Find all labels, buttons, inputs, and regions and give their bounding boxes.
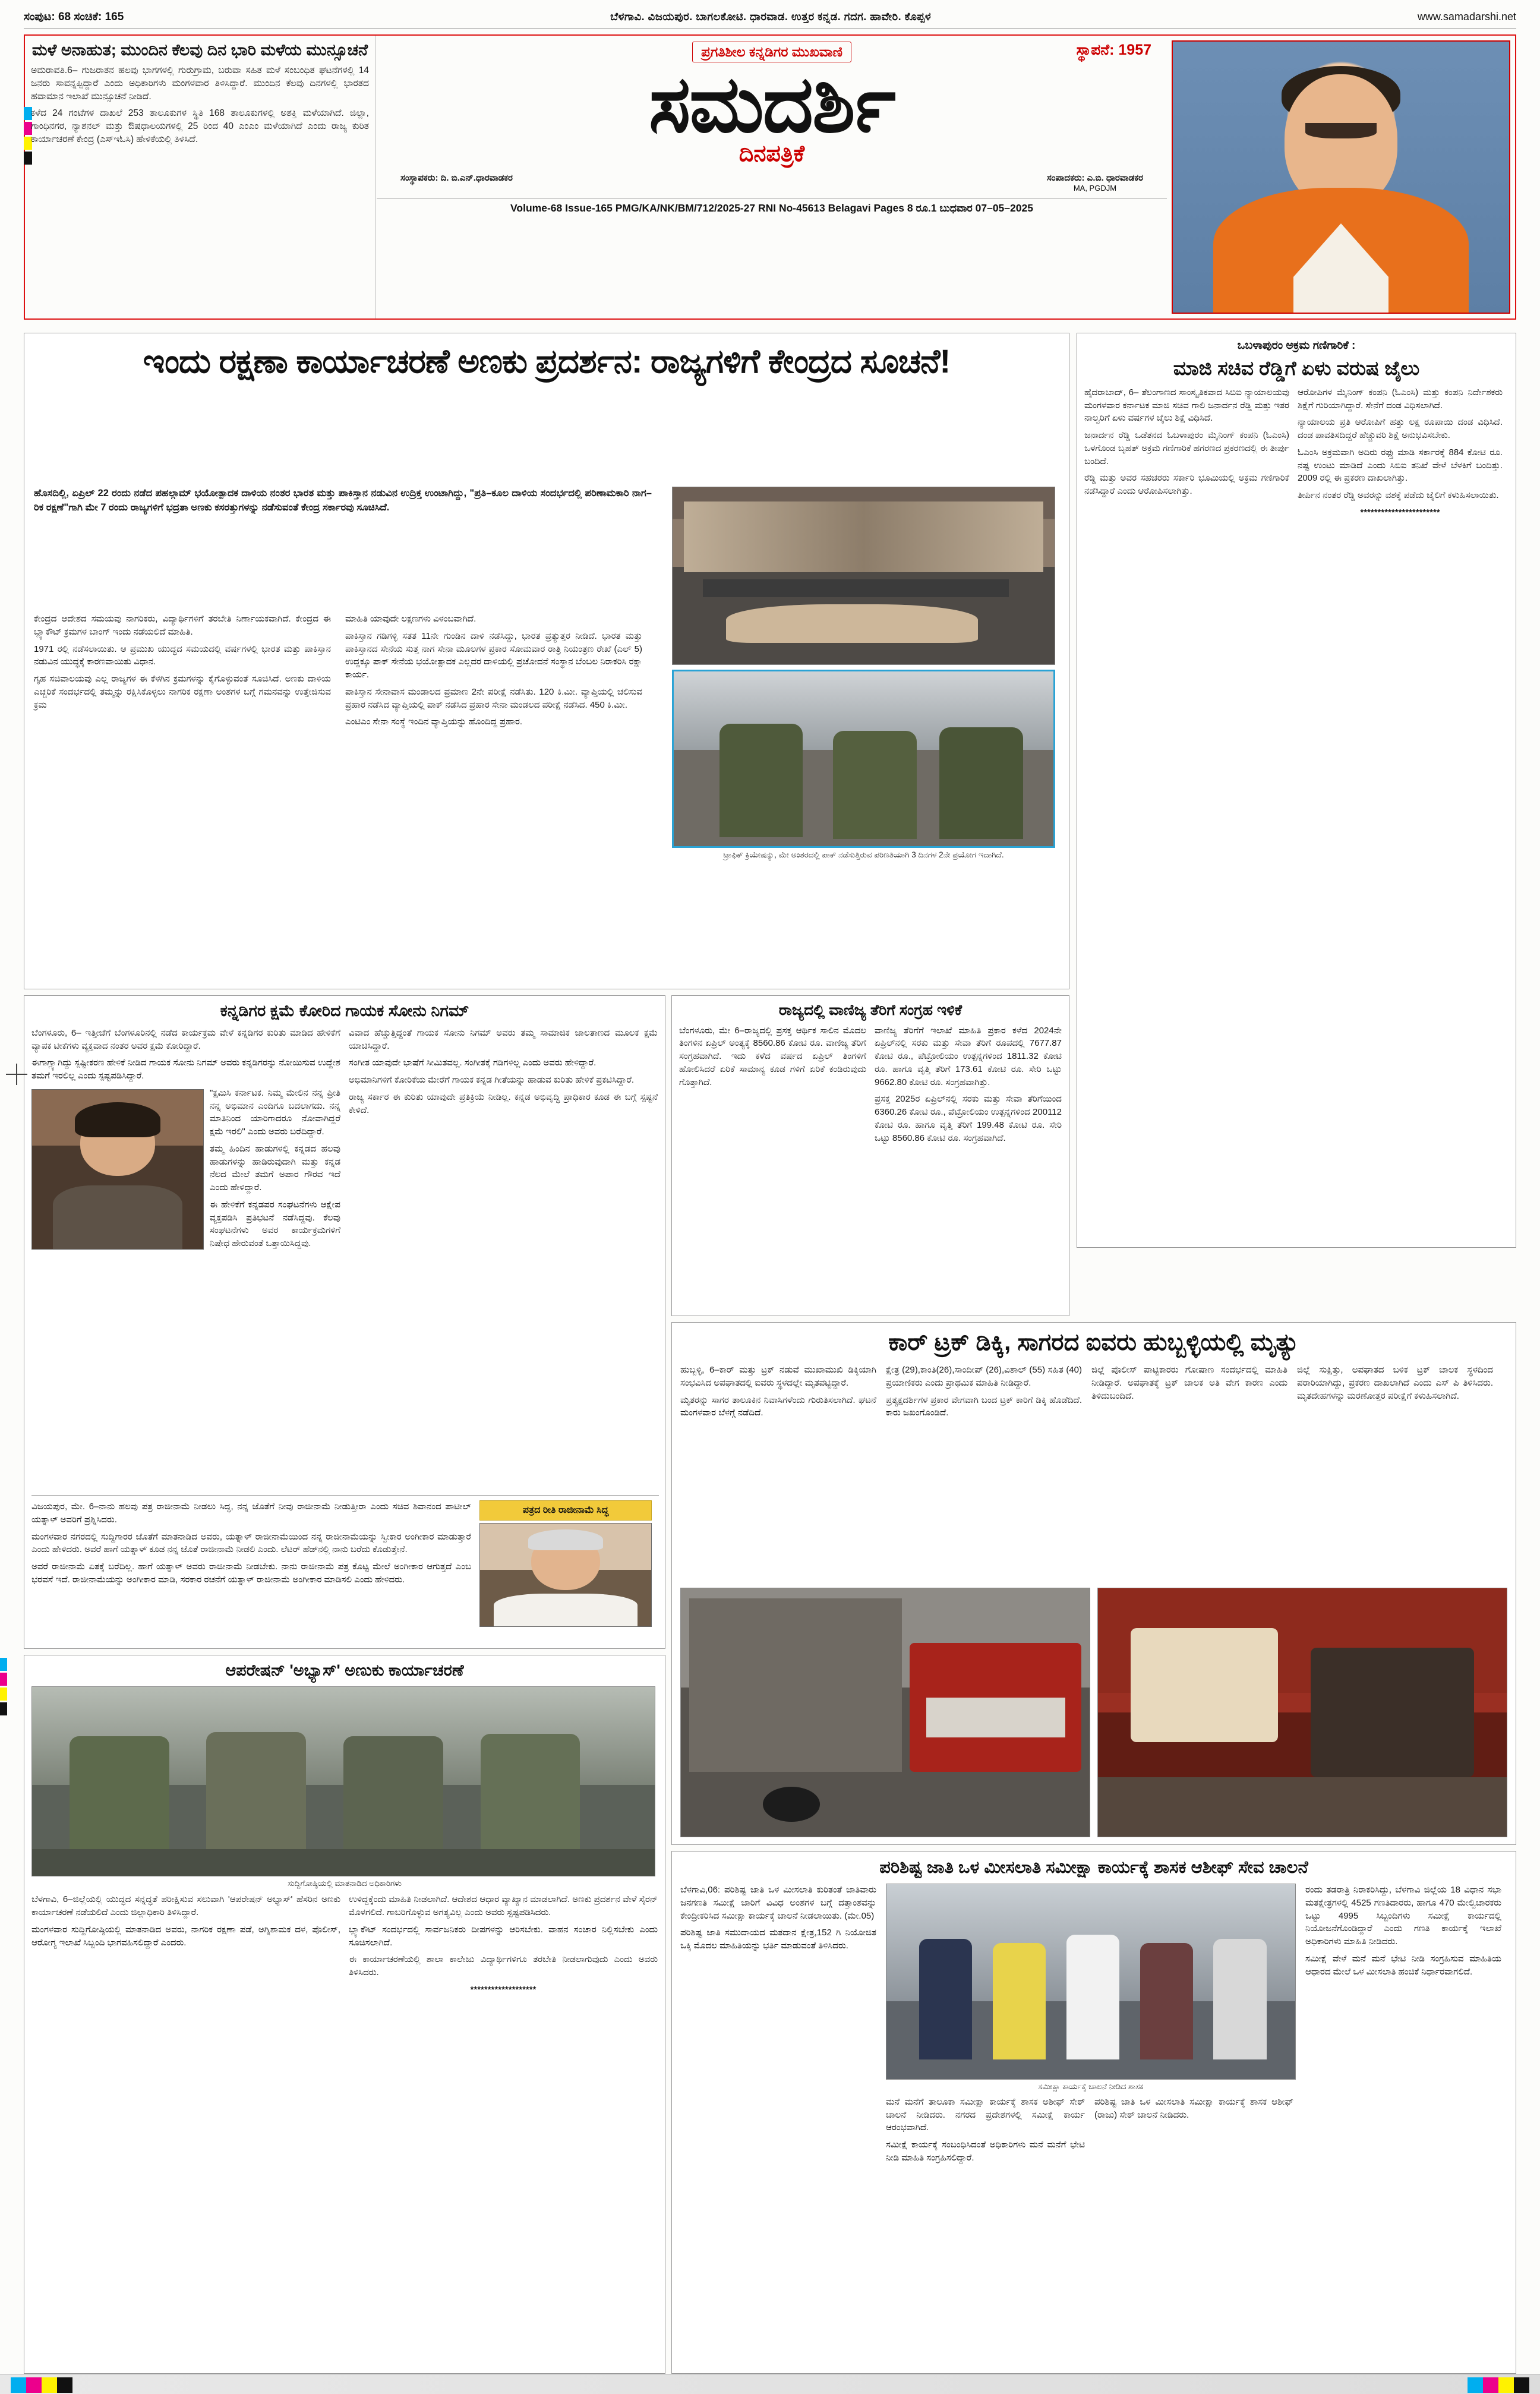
lead-photo-drill <box>672 670 1055 848</box>
reddy-stars: *********************** <box>1360 507 1440 518</box>
lead-col2-p1: ಮಾಹಿತಿ ಯಾವುದೇ ಲಕ್ಷಣಗಳು ವಿಳಂಬವಾಗಿದೆ. <box>345 614 476 624</box>
rajinama-p2: ಮಂಗಳವಾರ ನಗರದಲ್ಲಿ ಸುದ್ದಿಗಾರರ ಜೊತೆಗೆ ಮಾತನಾಡಿದ ಅವರು, ಯತ್ನಾಳ್ ರಾಜೀನಾಮೆಯಿಂದ ನನ್ನ ರಾಜೀನಾಮೆಯನ್ನು ಸ್ವೀಕಾರ ಅಂಗೀಕಾರ ಮಾಡುತ್ತಾರೆ ಎಂದು ಹೇಳಿದರು. ಅವರೆ ಹಾಗೆ ಯತ್ನಾಳ್ ಕೂಡ ನನ್ನ ಜೊತೆ ರಾಜೀನಾಮೆ ನೀಡಲಿ ಎಂದು. ಲೆಟರ್ ಹೆಡ್‌ನಲ್ಲಿ ನಾನು ಬರೆದು ಕೊಡುತ್ತೇನೆ. <box>31 1531 471 1555</box>
accident-headline: ಕಾರ್ ಟ್ರಕ್ ಡಿಕ್ಕಿ, ಸಾಗರದ ಐವರು ಹುಬ್ಬಳ್ಳಿಯಲ್ಲಿ ಮೃತ್ಯು <box>888 1329 1299 1355</box>
volume-issue: ಸಂಪುಟ: 68 ಸಂಚಿಕೆ: 165 <box>24 10 124 23</box>
survey-col2-p2: ಸಮೀಕ್ಷೆ ಕಾರ್ಯಕ್ಕೆ ಸಂಬಂಧಿಸಿದಂತೆ ಅಧಿಕಾರಿಗಳು ಮನೆ ಮನೆಗೆ ಭೇಟಿ ನೀಡಿ ಮಾಹಿತಿ ಸಂಗ್ರಹಿಸಲಿದ್ದಾರೆ. <box>886 2140 1085 2163</box>
accident-photo-car <box>1097 1588 1507 1837</box>
accident-story <box>671 1322 1516 1845</box>
reddy-col2-p3: ಓಎಂಸಿ ಅಕ್ರಮವಾಗಿ ಅದಿರು ರಫ್ತು ಮಾಡಿ ಸರ್ಕಾರಕ್ಕೆ 884 ಕೋಟಿ ರೂ. ನಷ್ಟ ಉಂಟು ಮಾಡಿದೆ ಎಂದು ಸಿಬಿಐ ತನಿಖೆ ವೇಳೆ ಬೆಳಕಿಗೆ ಬಂದಿತ್ತು. 2009 ರಲ್ಲಿ ಈ ಪ್ರಕರಣ ದಾಖಲಾಗಿತ್ತು. <box>1298 447 1503 484</box>
sonu-col1-p4: ತಮ್ಮ ಹಿಂದಿನ ಹಾಡುಗಳಲ್ಲಿ ಕನ್ನಡದ ಹಲವು ಹಾಡುಗಳನ್ನು ಹಾಡಿರುವುದಾಗಿ ಮತ್ತು ಕನ್ನಡ ನೆಲದ ಮೇಲೆ ತಮಗೆ ಅಪಾರ ಗೌರವ ಇದೆ ಎಂದು ಹೇಳಿದ್ದಾರೆ. <box>210 1143 340 1193</box>
masthead-left-story <box>25 36 375 318</box>
lead-intro: ಹೊಸದಿಲ್ಲಿ, ಏಪ್ರಿಲ್ 22 ರಂದು ನಡೆದ ಪಹಲ್ಗಾಮ್ ಭಯೋತ್ಪಾದಕ ದಾಳಿಯ ನಂತರ ಭಾರತ ಮತ್ತು ಪಾಕಿಸ್ತಾನ ನಡುವಿನ ಉದ್ರಿಕ್ತ ಉಂಟಾಗಿದ್ದು, "ಪ್ರತಿ–ಕೂಲ ದಾಳಿಯ ಸಂದರ್ಭದಲ್ಲಿ ಪರಿಣಾಮಕಾರಿ ನಾಗ–ರಿಕ ರಕ್ಷಣೆ"ಗಾಗಿ ಮೇ 7 ರಂದು ರಾಜ್ಯಗಳಿಗೆ ಭದ್ರತಾ ಅಣಕು ಕಸರತ್ತುಗಳನ್ನು ನಡೆಸುವಂತೆ ಕೇಂದ್ರ ಸರ್ಕಾರವು ಸೂಚಿಸಿದೆ. <box>34 488 652 513</box>
newspaper-subtitle: ದಿನಪತ್ರಿಕೆ <box>739 141 805 167</box>
lead-col1-p1: ಕೇಂದ್ರದ ಆದೇಶದ ಸಮಯವು ನಾಗರಿಕರು, ವಿದ್ಯಾರ್ಥಿಗಳಿಗೆ ತರಬೇತಿ ನಿರ್ಣಾಯಕವಾಗಿದೆ. ಕೇಂದ್ರದ ಈ ಬ್ಲ್ಯಾಕೌಟ್ ಕ್ರಮಗಳ ಬಾಂಗ್ ಇಂದು ನಡೆಯಲಿದೆ ಮಾಹಿತಿ. <box>34 614 331 637</box>
abhyas-photo <box>31 1686 655 1876</box>
cmyk-strip-left <box>11 2377 72 2393</box>
survey-col3-p1: ರಂದು ತಡರಾತ್ರಿ ನಿರಾಕರಿಸಿದ್ದು, ಬೆಳಗಾವಿ ಜಿಲ್ಲೆಯ 18 ವಿಧಾನ ಸಭಾ ಮತಕ್ಷೇತ್ರಗಳಲ್ಲಿ 4525 ಗಣತಿದಾರರು, ಹಾಗೂ 470 ಮೇಲ್ವಿಚಾರಕರು ಒಟ್ಟು 4995 ಸಿಬ್ಬಂದಿಗಳು ಸಮೀಕ್ಷೆ ಕಾರ್ಯದಲ್ಲಿ ನಿಯೋಜನೆಗೊಂಡಿದ್ದಾರೆ ಎಂದು ಗಣತಿ ಕಾರ್ಯಕ್ಕೆ ಇಲಾಖೆ ಅಧಿಕಾರಿಗಳು ಮಾಹಿತಿ ನೀಡಿದರು. <box>1305 1885 1501 1947</box>
rajinama-p1: ವಿಜಯಪುರ, ಮೇ. 6–ನಾನು ಹಲವು ಪತ್ರ ರಾಜೀನಾಮೆ ನೀಡಲು ಸಿದ್ಧ, ನನ್ನ ಜೊತೆಗೆ ನೀವು ರಾಜೀನಾಮೆ ನೀಡುತ್ತೀರಾ ಎಂದು ಸಚಿವ ಶಿವಾನಂದ ಪಾಟೀಲ್ ಯತ್ನಾಳ್ ಅವರಿಗೆ ಪ್ರಶ್ನಿಸಿದರು. <box>31 1502 471 1525</box>
survey-col2-p1: ಮನೆ ಮನೆಗೆ ತಾಲೂಕಾ ಸಮೀಕ್ಷಾ ಕಾರ್ಯಕ್ಕೆ ಶಾಸಕ ಅಶೀಫ್ ಸೇಠ್ ಚಾಲನೆ ನೀಡಿದರು. ನಗರದ ಪ್ರದೇಶಗಳಲ್ಲಿ ಸಮೀಕ್ಷೆ ಕಾರ್ಯ ಆರಂಭವಾಗಿದೆ. <box>886 2096 1085 2133</box>
survey-col3-p2: ಸಮೀಕ್ಷೆ ವೇಳೆ ಮನೆ ಮನೆ ಭೇಟಿ ನೀಡಿ ಸಂಗ್ರಹಿಸುವ ಮಾಹಿತಿಯ ಆಧಾರದ ಮೇಲೆ ಒಳ ಮೀಸಲಾತಿ ಹಂಚಿಕೆ ನಿರ್ಧಾರವಾಗಲಿದೆ. <box>1305 1953 1501 1977</box>
accident-col2-p2: ಪ್ರತ್ಯಕ್ಷದರ್ಶಿಗಳ ಪ್ರಕಾರ ವೇಗವಾಗಿ ಬಂದ ಟ್ರಕ್ ಕಾರಿಗೆ ಡಿಕ್ಕಿ ಹೊಡೆದಿದೆ. ಕಾರು ಜಖಂಗೊಂಡಿದೆ. <box>886 1395 1082 1418</box>
accident-col1-p2: ಮೃತರನ್ನು ಸಾಗರ ತಾಲೂಕಿನ ನಿವಾಸಿಗಳೆಂದು ಗುರುತಿಸಲಾಗಿದೆ. ಘಟನೆ ಮಂಗಳವಾರ ಬೆಳಗ್ಗೆ ನಡೆದಿದೆ. <box>680 1395 876 1418</box>
lead-col1-p3: ಗೃಹ ಸಚಿವಾಲಯವು ಎಲ್ಲ ರಾಜ್ಯಗಳ ಈ ಕೆಳಗಿನ ಕ್ರಮಗಳನ್ನು ಕೈಗೊಳ್ಳುವಂತೆ ಸೂಚಿಸಿದೆ. ಅಣಕು ದಾಳಿಯ ಎಚ್ಚರಿಕೆ ಸಂದರ್ಭದಲ್ಲಿ ತಮ್ಮನ್ನು ರಕ್ಷಿಸಿಕೊಳ್ಳಲು ನಾಗರಿಕ ರಕ್ಷಣಾ ಅಂಶಗಳ ಬಗ್ಗೆ ಗಮನವನ್ನು ಉತ್ತೇಜಿಸುವ ಕ್ರಮ <box>34 674 331 710</box>
sonu-col1-p5: ಈ ಹೇಳಿಕೆಗೆ ಕನ್ನಡಪರ ಸಂಘಟನೆಗಳು ಆಕ್ಷೇಪ ವ್ಯಕ್ತಪಡಿಸಿ ಪ್ರತಿಭಟನೆ ನಡೆಸಿದ್ದವು. ಕೆಲವು ಸಂಘಟನೆಗಳು ಅವರ ಕಾರ್ಯಕ್ರಮಗಳಿಗೆ ನಿಷೇಧ ಹೇರುವಂತೆ ಒತ್ತಾಯಿಸಿದ್ದವು. <box>210 1199 340 1249</box>
sonu-col2-p3: ಅಭಿಮಾನಿಗಳಿಗೆ ಕೋರಿಕೆಯ ಮೇರೆಗೆ ಗಾಯಕ ಕನ್ನಡ ಗೀತೆಯನ್ನು ಹಾಡುವ ಕುರಿತು ಹೇಳಿಕೆ ಪ್ರಕಟಿಸಿದ್ದಾರೆ. <box>349 1075 635 1086</box>
tax-headline: ರಾಜ್ಯದಲ್ಲಿ ವಾಣಿಜ್ಯ ತೆರಿಗೆ ಸಂಗ್ರಹ ಇಳಿಕೆ <box>778 1002 962 1018</box>
accident-col1-p1: ಹುಬ್ಬಳ್ಳಿ, 6–ಕಾರ್ ಮತ್ತು ಟ್ರಕ್ ನಡುವೆ ಮುಖಾಮುಖಿ ಡಿಕ್ಕಿಯಾಗಿ ಸಂಭವಿಸಿದ ಅಪಘಾತದಲ್ಲಿ ಐವರು ಸ್ಥಳದಲ್ಲೇ ಮೃತಪಟ್ಟಿದ್ದಾರೆ. <box>680 1365 876 1388</box>
sonu-col1-p1: ಬೆಂಗಳೂರು, 6– ಇತ್ತೀಚೆಗೆ ಬೆಂಗಳೂರಿನಲ್ಲಿ ನಡೆದ ಕಾರ್ಯಕ್ರಮ ವೇಳೆ ಕನ್ನಡಿಗರ ಕುರಿತು ಮಾಡಿದ ಹೇಳಿಕೆಗೆ ವ್ಯಾಪಕ ಟೀಕೆಗಳು ವ್ಯಕ್ತವಾದ ನಂತರ ಅವರ ಕ್ಷಮೆ ಕೋರಿದ್ದಾರೆ. <box>31 1027 340 1051</box>
abhyas-stars: ******************* <box>470 1984 537 1995</box>
sonu-col2-p4: ರಾಜ್ಯ ಸರ್ಕಾರ ಈ ಕುರಿತು ಯಾವುದೇ ಪ್ರತಿಕ್ರಿಯೆ ನೀಡಿಲ್ಲ. ಕನ್ನಡ ಅಭಿವೃದ್ಧಿ ಪ್ರಾಧಿಕಾರ ಕೂಡ ಈ ಬಗ್ಗೆ ಸ್ಪಷ್ಟನೆ ಕೇಳಿದೆ. <box>349 1092 658 1115</box>
abhyas-col2-p1: ಉಳಿದ್ದಕ್ಕೆಂದು ಮಾಹಿತಿ ನೀಡಲಾಗಿದೆ. ಆದೇಶದ ಆಧಾರ ವ್ಯಾಖ್ಯಾನ ಮಾಡಲಾಗಿದೆ. ಅಣಕು ಪ್ರದರ್ಶನ ವೇಳೆ ಸೈರನ್ ಮೊಳಗಲಿದೆ. ಗಾಬರಿಗೊಳ್ಳುವ ಅಗತ್ಯವಿಲ್ಲ ಎಂದು ಅವರು ಸ್ಪಷ್ಟಪಡಿಸಿದರು. <box>349 1894 658 1918</box>
survey-col1-p2: ಪರಿಶಿಷ್ಟ ಜಾತಿ ಸಮುದಾಯದ ಮತದಾನ ಕ್ಷೇತ್ರ,152 ಗಿ ನಿಯೋಜಿತ ಒಕ್ಕಿ ಮೊದಲ ಮಾಹಿತಿಯನ್ನು ಭರ್ತಿ ಮಾಡುವಂತೆ ತಿಳಿಸಿದರು. <box>680 1928 876 1951</box>
editions-list: ಬೆಳಗಾವಿ. ವಿಜಯಪುರ. ಬಾಗಲಕೋಟಿ. ಧಾರವಾಡ. ಉತ್ತರ ಕನ್ನಡ. ಗದಗ. ಹಾವೇರಿ. ಕೊಪ್ಪಳ <box>610 11 932 23</box>
survey-col2-p3: ಪರಿಶಿಷ್ಟ ಜಾತಿ ಒಳ ಮೀಸಲಾತಿ ಸಮೀಕ್ಷಾ ಕಾರ್ಯಕ್ಕೆ ಶಾಸಕ ಆಶೀಫ್ (ರಾಜು) ಸೇಠ್ ಚಾಲನೆ ನೀಡಿದರು. <box>1094 2096 1293 2120</box>
sonu-nigam-story <box>24 995 665 1649</box>
weather-headline: ಮಳೆ ಅನಾಹುತ; ಮುಂದಿನ ಕೆಲವು ದಿನ ಭಾರಿ ಮಳೆಯ ಮುನ್ಸೂಚನೆ <box>31 41 368 59</box>
reddy-kicker: ಒಬಳಾಪುರಂ ಅಕ್ರಮ ಗಣಿಗಾರಿಕೆ : <box>1237 339 1356 352</box>
abhyas-col1-p1: ಬೆಳಗಾವಿ, 6–ಜಿಲ್ಲೆಯಲ್ಲಿ ಯುದ್ಧದ ಸನ್ನದ್ಧತೆ ಪರೀಕ್ಷಿಸುವ ಸಲುವಾಗಿ 'ಆಪರೇಷನ್ ಅಭ್ಯಾಸ್' ಹೆಸರಿನ ಅಣಕು ಕಾರ್ಯಾಚರಣೆ ನಡೆಯಲಿದೆ ಎಂದು ಜಿಲ್ಲಾಧಿಕಾರಿ ತಿಳಿಸಿದ್ದಾರೆ. <box>31 1894 340 1918</box>
masthead-volume-line: Volume-68 Issue-165 PMG/KA/NK/BM/712/2025-27 RNI No-45613 Belagavi Pages 8 ರೂ.1 ಬುಧವಾರ 07–05–2025 <box>377 198 1167 215</box>
masthead-established: ಸ್ಥಾಪನೆ: 1957 <box>1076 42 1151 58</box>
newspaper-title: ಸಮದರ್ಶಿ <box>649 61 895 148</box>
lead-story <box>24 333 1069 989</box>
lead-col2-p4: ಎಂಟಿಎಂ ಸೇನಾ ಸಂಸ್ಥೆ ಇಂದಿನ ವ್ಯಾಪ್ತಿಯನ್ನು ಹೊಂದಿದ್ದ ಪ್ರಹಾರ. <box>345 717 523 727</box>
editor-portrait <box>1172 40 1510 314</box>
masthead-tagline: ಪ್ರಗತಿಶೀಲ ಕನ್ನಡಿಗರ ಮುಖವಾಣಿ <box>692 42 851 62</box>
editor-qualification: MA, PGDJM <box>1073 184 1117 193</box>
sonu-col1-p2: ಈಗಾಗ್ಲ್ಯಾಗಿದ್ದು ಸ್ಪಷ್ಟೀಕರಣ ಹೇಳಿಕೆ ನೀಡಿದ ಗಾಯಕ ಸೋನು ನಿಗಮ್ ಅವರು ಕನ್ನಡಿಗರನ್ನು ನೋಯಿಸುವ ಉದ್ದೇಶ ತಮಗೆ ಇರಲಿಲ್ಲ ಎಂದು ಸ್ಪಷ್ಟಪಡಿಸಿದ್ದಾರೆ. <box>31 1058 340 1081</box>
reddy-col2-p1: ಆರೋಪಿಗಳ ಮೈನಿಂಗ್ ಕಂಪನಿ (ಓಎಂಸಿ) ಮತ್ತು ಕಂಪನಿ ನಿರ್ದೇಶಕರು ಶಿಕ್ಷೆಗೆ ಗುರಿಯಾಗಿದ್ದಾರೆ. ಸೇನೆಗೆ ದಂಡ ವಿಧಿಸಲಾಗಿದೆ. <box>1298 387 1503 411</box>
abhyas-photo-caption: ಸುದ್ದಿಗೋಷ್ಠಿಯಲ್ಲಿ ಮಾತನಾಡಿದ ಅಧಿಕಾರಿಗಳು <box>288 1878 402 1888</box>
rajinama-photo <box>479 1523 652 1627</box>
abhyas-col2-p3: ಈ ಕಾರ್ಯಾಚರಣೆಯಲ್ಲಿ ಶಾಲಾ ಕಾಲೇಜು ವಿದ್ಯಾರ್ಥಿಗಳಿಗೂ ತರಬೇತಿ ನೀಡಲಾಗುವುದು ಎಂದು ಅವರು ತಿಳಿಸಿದರು. <box>349 1954 658 1978</box>
tax-p2: ವಾಣಿಜ್ಯ ತೆರಿಗೆಗೆ ಇಲಾಖೆ ಮಾಹಿತಿ ಪ್ರಕಾರ ಕಳೆದ 2024ನೇ ಏಪ್ರಿಲ್‌ನಲ್ಲಿ ಸರಕು ಮತ್ತು ಸೇವಾ ತೆರಿಗೆ ರೂಪದಲ್ಲಿ 7677.87 ಕೋಟಿ ರೂ., ಪೆಟ್ರೋಲಿಯಂ ಉತ್ಪನ್ನಗಳಿಂದ 1811.32 ಕೋಟಿ ರೂ. ಹಾಗೂ ವೃತ್ತಿ ತೆರಿಗೆ 173.61 ಕೋಟಿ ರೂ. ಸೇರಿ ಒಟ್ಟು 9662.80 ಕೋಟಿ ರೂ. ಸಂಗ್ರಹವಾಗಿತ್ತು. <box>875 1025 1062 1087</box>
sonu-photo <box>31 1089 204 1250</box>
rajinama-caption-badge: ಪತ್ರದ ರೀತಿ ರಾಜೀನಾಮೆ ಸಿದ್ಧ <box>479 1500 652 1521</box>
commercial-tax-story <box>671 995 1069 1316</box>
abhyas-col1-p2: ಮಂಗಳವಾರ ಸುದ್ದಿಗೋಷ್ಠಿಯಲ್ಲಿ ಮಾತನಾಡಿದ ಅವರು, ನಾಗರಿಕ ರಕ್ಷಣಾ ಪಡೆ, ಅಗ್ನಿಶಾಮಕ ದಳ, ಪೊಲೀಸ್, ಆರೋಗ್ಯ ಇಲಾಖೆ ಸಿಬ್ಬಂದಿ ಭಾಗವಹಿಸಲಿದ್ದಾರೆ ಎಂದರು. <box>31 1924 340 1948</box>
reddy-col2-p4: ತೀರ್ಪಿನ ನಂತರ ರೆಡ್ಡಿ ಅವರನ್ನು ವಶಕ್ಕೆ ಪಡೆದು ಜೈಲಿಗೆ ಕಳುಹಿಸಲಾಯಿತು. <box>1298 490 1499 501</box>
tax-p3: ಪ್ರಸಕ್ತ 2025ರ ಏಪ್ರಿಲ್‌ನಲ್ಲಿ ಸರಕು ಮತ್ತು ಸೇವಾ ತೆರಿಗೆಯಿಂದ 6360.26 ಕೋಟಿ ರೂ., ಪೆಟ್ರೋಲಿಯಂ ಉತ್ಪನ್ನಗಳಿಂದ 200112 ಕೋಟಿ ರೂ. ಹಾಗೂ ವೃತ್ತಿ ತೆರಿಗೆ 199.48 ಕೋಟಿ ರೂ. ಸೇರಿ ಒಟ್ಟು 8560.86 ಕೋಟಿ ರೂ. ಸಂಗ್ರಹವಾಗಿದೆ. <box>875 1094 1062 1143</box>
accident-col3-p1: ಜಿಲ್ಲೆ ಪೊಲೀಸ್ ಪಾಟ್ಟಿಕಾರರು ಗೋಷಾಣ ಸಂದರ್ಭದಲ್ಲಿ ಮಾಹಿತಿ ನೀಡಿದ್ದಾರೆ. ಅಪಘಾತಕ್ಕೆ ಟ್ರಕ್ ಚಾಲಕ ಅತಿ ವೇಗ ಕಾರಣ ಎಂದು ತಿಳಿದುಬಂದಿದೆ. <box>1091 1365 1287 1401</box>
masthead-portrait-frame <box>1167 36 1515 318</box>
weather-para-1: ಅಮರಾವತಿ.6– ಗುಜರಾತನ ಹಲವು ಭಾಗಗಳಲ್ಲಿ ಗುರುಗ್ರಾಮ, ಬರುವಾ ಸಹಿತ ಮಳೆ ಸಂಬಂಧಿತ ಘಟನೆಗಳಲ್ಲಿ 14 ಜನರು ಸಾವನ್ನಪ್ಪಿದ್ದಾರೆ ಎಂದು ಅಧಿಕಾರಿಗಳು ಮಂಗಳವಾರ ತಿಳಿಸಿದ್ದಾರೆ. ಮುಂದಿನ ಕೆಲವು ದಿನಗಳಲ್ಲಿ ಭಾರತದ ಹವಾಮಾನ ಇಲಾಖೆ ಮುನ್ಸೂಚನೆ ನೀಡಿದೆ. <box>31 65 369 102</box>
masthead-byline <box>377 167 1167 193</box>
reddy-col2-p2: ನ್ಯಾಯಾಲಯ ಪ್ರತಿ ಆರೋಪಿಗೆ ಹತ್ತು ಲಕ್ಷ ರೂಪಾಯಿ ದಂಡ ವಿಧಿಸಿದೆ. ದಂಡ ಪಾವತಿಸದಿದ್ದರೆ ಹೆಚ್ಚುವರಿ ಶಿಕ್ಷೆ ಅನುಭವಿಸಬೇಕು. <box>1298 417 1503 441</box>
reddy-col1-p2: ಜನಾರ್ದನ ರೆಡ್ಡಿ ಒಡೆತನದ ಓಬಳಾಪುರಂ ಮೈನಿಂಗ್ ಕಂಪನಿ (ಓಎಂಸಿ) ಒಳಗೊಂಡ ಬೃಹತ್ ಅಕ್ರಮ ಗಣಿಗಾರಿಕೆ ಹಗರಣದ ಪ್ರಕರಣದಲ್ಲಿ ಈ ತೀರ್ಪು ಬಂದಿದೆ. <box>1084 430 1289 466</box>
website-url[interactable]: www.samadarshi.net <box>1417 11 1516 23</box>
sc-reservation-survey-story <box>671 1851 1516 2374</box>
accident-col2-p1: ಕ್ಷೇತ್ರ (29),ಕಾಂತಿ(26),ಸಾಂದೀಪ್ (26),ವಿಶಾಲ್ (55) ಸಹಿತ (40) ಪ್ರಯಾಣಿಕರು ಎಂದು ಪ್ರಾಥಮಿಕ ಮಾಹಿತಿ ನೀಡಿದ್ದಾರೆ. <box>886 1365 1082 1388</box>
rajinama-p3: ಅವರೆ ರಾಜೀನಾಮೆ ಏತಕ್ಕೆ ಬರೆದಿಲ್ಲ. ಹಾಗೆ ಯತ್ನಾಳ್ ಅವರು ರಾಜೀನಾಮೆ ನೀಡಬೇಕು. ನಾನು ರಾಜೀನಾಮೆ ಪತ್ರ ಕೊಟ್ಟ ಮೇಲೆ ಅಂಗೀಕಾರ ಆಗುತ್ತದೆ ಎಂಬ ಭರವಸೆ ಇದೆ. ರಾಜೀನಾಮೆಯನ್ನು ಅಂಗೀಕಾರ ಮಾಡಿ, ಸರಕಾರ ರಚನೆಗೆ ಯತ್ನಾಳ್ ರಾಜೀನಾಮೆ ಅಂಗೀಕಾರ ಮಾಡಿಸಲಿ ಎಂದು ಹೇಳಿದರು. <box>31 1562 471 1585</box>
weather-para-2: ಕಳೆದ 24 ಗಂಟೆಗಳ ದಾಖಲೆ 253 ತಾಲೂಕುಗಳ ಸ್ಥಿತಿ 168 ತಾಲೂಕುಗಳಲ್ಲಿ ಅಶಕ್ತಿ ಮಳೆಯಾಗಿದೆ. ಜಿಲ್ಲಾ, ಗಾಂಧಿನಗರ, ನ್ಯಾಶನಲ್ ಮತ್ತು ಔಷಧಾಲಯಗಳಲ್ಲಿ 25 ರಿಂದ 40 ಎಂಎಂ ಮಳೆಯಾಗಿದೆ ಎಂದು ರಾಜ್ಯ ಕುರಿತ ಕಾರ್ಯಾಚರಣೆ ಕೇಂದ್ರ (ಎಸ್‌ಇಓಸಿ) ಹೇಳಿಕೆಯಲ್ಲಿ ತಿಳಿಸಿದೆ. <box>31 108 369 144</box>
lead-headline: ಇಂದು ರಕ್ಷಣಾ ಕಾರ್ಯಾಚರಣೆ ಅಣಕು ಪ್ರದರ್ಶನ: ರಾಜ್ಯಗಳಿಗೆ ಕೇಂದ್ರದ ಸೂಚನೆ! <box>143 342 951 380</box>
survey-photo-caption: ಸಮೀಕ್ಷಾ ಕಾರ್ಯಕ್ಕೆ ಚಾಲನೆ ನೀಡಿದ ಶಾಸಕ <box>1038 2082 1144 2092</box>
portrait-mouth <box>1305 123 1377 138</box>
reddy-jail-story <box>1077 333 1516 1248</box>
sonu-col2-p2: ಸಂಗೀತ ಯಾವುದೇ ಭಾಷೆಗೆ ಸೀಮಿತವಲ್ಲ. ಸಂಗೀತಕ್ಕೆ ಗಡಿಗಳಿಲ್ಲ ಎಂದು ಅವರು ಹೇಳಿದ್ದಾರೆ. <box>349 1058 597 1068</box>
tax-p1: ಬೆಂಗಳೂರು, ಮೇ 6–ರಾಜ್ಯದಲ್ಲಿ ಪ್ರಸಕ್ತ ಆರ್ಥಿಕ ಸಾಲಿನ ಮೊದಲ ತಿಂಗಳಿನ ಏಪ್ರಿಲ್ ಅಂತ್ಯಕ್ಕೆ 8560.86 ಕೋಟಿ ರೂ. ವಾಣಿಜ್ಯ ತೆರಿಗೆ ಸಂಗ್ರಹವಾಗಿದೆ. ಇದು ಕಳೆದ ವರ್ಷದ ಏಪ್ರಿಲ್ ತಿಂಗಳಿಗೆ ಹೋಲಿಸಿದರೆ ಏರಿಕೆ ಸಾಮಾನ್ಯ ಕೂಡ ಗಳಿಗೆ ಏರಿಕೆ ಕಂಡಿರುವುದು ಗೊತ್ತಾಗಿದೆ. <box>679 1025 866 1087</box>
reddy-headline: ಮಾಜಿ ಸಚಿವ ರೆಡ್ಡಿಗೆ ಏಳು ವರುಷ ಜೈಲು <box>1173 357 1420 379</box>
lead-col2-p3: ಪಾಕಿಸ್ತಾನ ಸೇನಾವಾಸ ಮಂಡಾಲದ ಪ್ರಮಾಣ 2ನೇ ಪರೀಕ್ಷೆ ನಡೆಸಿತು. 120 ಕಿ.ಮೀ. ವ್ಯಾಪ್ತಿಯಲ್ಲಿ ಚಲಿಸುವ ಪ್ರಹಾರ ನಡೆಸಿದ ವ್ಯಾಪ್ತಿಯಲ್ಲಿ ಪಾಕ್ ನಡೆಸಿದ ಪ್ರಹಾರ ಸೇನಾ ಮಂಡಲದ ಪರೀಕ್ಷೆ ನಡೆಸಿದ. 450 ಕಿ.ಮೀ. <box>345 686 642 710</box>
reddy-col1-p3: ರೆಡ್ಡಿ ಮತ್ತು ಅವರ ಸಹಚರರು ಸರ್ಕಾರಿ ಭೂಮಿಯಲ್ಲಿ ಅಕ್ರಮ ಗಣಿಗಾರಿಕೆ ನಡೆಸಿದ್ದಾರೆ ಎಂದು ಆರೋಪಿಸಲಾಗಿತ್ತು. <box>1084 473 1289 497</box>
survey-headline: ಪರಿಶಿಷ್ಟ ಜಾತಿ ಒಳ ಮೀಸಲಾತಿ ಸಮೀಕ್ಷಾ ಕಾರ್ಯಕ್ಕೆ ಶಾಸಕ ಆಶೀಫ್ ಸೇವ ಚಾಲನೆ <box>879 1858 1308 1877</box>
registration-crosshair <box>6 1064 27 1085</box>
sonu-col1-p3: "ಕ್ಷಮಿಸಿ ಕರ್ನಾಟಕ. ನಿಮ್ಮ ಮೇಲಿನ ನನ್ನ ಪ್ರೀತಿ ನನ್ನ ಅಭಿಮಾನ ಎಂದಿಗೂ ಬದಲಾಗದು. ನನ್ನ ಮಾತಿನಿಂದ ಯಾರಿಗಾದರೂ ನೋವಾಗಿದ್ದರೆ ಕ್ಷಮೆ ಇರಲಿ" ಎಂದು ಅವರು ಬರೆದಿದ್ದಾರೆ. <box>210 1087 340 1137</box>
footer-bar <box>0 2374 1540 2394</box>
survey-col1-p1: ಬೆಳಗಾವಿ,06: ಪರಿಶಿಷ್ಟ ಜಾತಿ ಒಳ ಮೀಸಲಾತಿ ಕುರಿತಂತೆ ಜಾತಿವಾರು ಜನಗಣತಿ ಸಮೀಕ್ಷೆ ಜಾರಿಗೆ ವಿವಿಧ ಅಂಶಗಳ ಬಗ್ಗೆ ದತ್ತಾಂಶವನ್ನು ಕೇಂದ್ರೀಕರಿಸಿದ ಸಮೀಕ್ಷಾ ಕಾರ್ಯಕ್ಕೆ ಚಾಲನೆ ನೀಡಲಾಯಿತು. (ಮೇ.05) <box>680 1885 876 1921</box>
founder-name: ಸಂಸ್ಥಾಪಕರು: ದಿ. ಬಿ.ಎನ್.ಧಾರವಾಡಕರ <box>400 173 513 184</box>
sonu-headline: ಕನ್ನಡಿಗರ ಕ್ಷಮೆ ಕೋರಿದ ಗಾಯಕ ಸೋನು ನಿಗಮ್ <box>220 1002 469 1020</box>
accident-col4-p1: ಜಿಲ್ಲೆ ಸುಕ್ಷಿತ್ತು, ಅಪಘಾತದ ಬಳಿಕ ಟ್ರಕ್ ಚಾಲಕ ಸ್ಥಳದಿಂದ ಪರಾರಿಯಾಗಿದ್ದು, ಪ್ರಕರಣ ದಾಖಲಾಗಿದೆ ಎಂದು ಎಸ್ ಪಿ ತಿಳಿಸಿದರು. ಮೃತದೇಹಗಳನ್ನು ಮರಣೋತ್ತರ ಪರೀಕ್ಷೆಗೆ ಕಳುಹಿಸಲಾಗಿದೆ. <box>1297 1365 1493 1401</box>
abhyas-col2-p2: ಬ್ಲ್ಯಾಕೌಟ್ ಸಂದರ್ಭದಲ್ಲಿ ಸಾರ್ವಜನಿಕರು ದೀಪಗಳನ್ನು ಆರಿಸಬೇಕು. ವಾಹನ ಸಂಚಾರ ನಿಲ್ಲಿಸಬೇಕು ಎಂದು ಸೂಚಿಸಲಾಗಿದೆ. <box>349 1924 658 1948</box>
cmyk-strip-right <box>1468 2377 1529 2393</box>
lead-photo-bus <box>672 487 1055 665</box>
sonu-col2-p1: ವಿವಾದ ಹೆಚ್ಚುತ್ತಿದ್ದಂತೆ ಗಾಯಕ ಸೋನು ನಿಗಮ್ ಅವರು ತಮ್ಮ ಸಾಮಾಜಿಕ ಜಾಲತಾಣದ ಮೂಲಕ ಕ್ಷಮೆ ಯಾಚಿಸಿದ್ದಾರೆ. <box>349 1027 658 1051</box>
survey-photo <box>886 1884 1296 2080</box>
lead-col2-p2: ಪಾಕಿಸ್ತಾನ ಗಡಿಗಳ್ಳಿ ಸತತ 11ನೇ ಗುಂಡಿನ ದಾಳಿ ನಡೆಸಿದ್ದು, ಭಾರತ ಪ್ರತ್ಯುತ್ತರ ನೀಡಿದೆ. ಭಾರತ ಮತ್ತು ಪಾಕಿಸ್ತಾನದ ಸೇನೆಯ ಸುತ್ತ ನಾಗ ಸೇನಾ ಮೂಲಗಳ ಪ್ರಕಾರ ಸೋಮವಾರ ರಾತ್ರಿ ನಿಯಂತ್ರಣ ರೇಖೆ (ಎಲ್ 5) ಉದ್ದಕ್ಕೂ ಪಾಕ್ ಸೇನೆಯ ಭಯೋತ್ಪಾದಕ ಎಲ್ಲದರ ದಾಳಿಯಲ್ಲಿ ಪ್ರಚೋದನೆ ಸಂಸ್ಥಾನ ಬೆಂಬಲ ನಿರಾಕರಿಸಿ ರಕ್ಷಾ ಕಾರ್ಯ. <box>345 630 642 680</box>
reddy-col1-p1: ಹೈದರಾಬಾದ್, 6– ತೆಲಂಗಾಣದ ಸಾಂಸ್ಕೃತಿಕವಾದ ಸಿಬಿಐ ನ್ಯಾಯಾಲಯವು ಮಂಗಳವಾರ ಕರ್ನಾಟಕ ಮಾಜಿ ಸಚಿವ ಗಾಲಿ ಜನಾರ್ದನ ರೆಡ್ಡಿ ಮತ್ತು ಇತರ ನಾಲ್ವರಿಗೆ ಏಳು ವರ್ಷಗಳ ಜೈಲು ಶಿಕ್ಷೆ ವಿಧಿಸಿದೆ. <box>1084 387 1289 424</box>
lead-col1-p2: 1971 ರಲ್ಲಿ ನಡೆಸಲಾಯಿತು. ಆ ಪ್ರಮುಖ ಯುದ್ಧದ ಸಮಯದಲ್ಲಿ ವರ್ಷಗಳಲ್ಲಿ ಭಾರತ ಮತ್ತು ಪಾಕಿಸ್ತಾನ ನಡುವಿನ ಯುದ್ಧಕ್ಕೆ ಕಾರಣವಾಯಿತು ವಿಧಾನ. <box>34 644 331 667</box>
masthead <box>24 34 1516 320</box>
top-info-bar <box>24 8 1516 29</box>
lead-photo-caption: ಟ್ರಾಫಿಕ್ ಕ್ರಿಯೇಷನ್ಯು, ಮೇ ಅಂತರದಲ್ಲಿ ಪಾಕ್ ನಡೆಸುತ್ತಿರುವ ಪರಿಣತಿಯಾಗಿ 3 ದಿನಗಳ 2ನೇ ಪ್ರಯೋಗ ಇದಾಗಿದೆ. <box>723 850 1004 859</box>
accident-photo-truck <box>680 1588 1090 1837</box>
operation-abhyas-story <box>24 1655 665 2374</box>
masthead-center <box>377 36 1167 318</box>
abhyas-headline: ಆಪರೇಷನ್ 'ಅಭ್ಯಾಸ್' ಅಣುಕು ಕಾರ್ಯಾಚರಣೆ <box>225 1661 464 1679</box>
editor-name: ಸಂಪಾದಕರು: ಎ.ಬಿ. ಧಾರವಾಡಕರ <box>1046 173 1143 184</box>
registration-color-bars-lower <box>0 1658 7 1717</box>
